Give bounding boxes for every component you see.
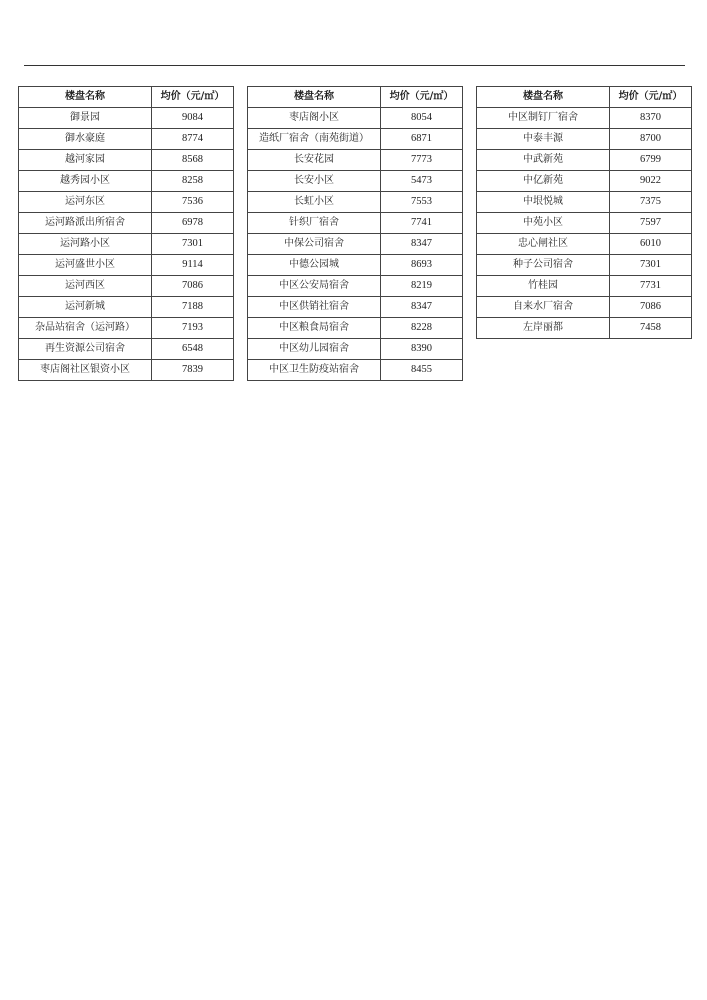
average-price-cell: 7839 [152, 360, 234, 381]
property-name-cell: 越河家园 [19, 150, 152, 171]
average-price-cell: 9022 [610, 171, 692, 192]
average-price-cell: 7086 [152, 276, 234, 297]
table-row [477, 276, 692, 297]
average-price-cell: 8693 [381, 255, 463, 276]
average-price-cell: 8347 [381, 234, 463, 255]
property-name-cell: 中区公安局宿舍 [248, 276, 381, 297]
property-name-cell: 越秀园小区 [19, 171, 152, 192]
average-price-cell: 7773 [381, 150, 463, 171]
table-row [477, 150, 692, 171]
average-price-cell: 7553 [381, 192, 463, 213]
property-name-cell: 竹桂园 [477, 276, 610, 297]
property-name-cell: 针织厂宿舍 [248, 213, 381, 234]
property-name-cell: 杂品站宿舍（运河路） [19, 318, 152, 339]
table-header-row [248, 87, 463, 108]
table-row [19, 297, 234, 318]
property-name-cell: 自来水厂宿舍 [477, 297, 610, 318]
top-divider-line [24, 65, 685, 66]
property-name-cell: 忠心闸社区 [477, 234, 610, 255]
average-price-cell: 7193 [152, 318, 234, 339]
average-price-cell: 8568 [152, 150, 234, 171]
property-name-cell: 长安小区 [248, 171, 381, 192]
price-table-1 [18, 86, 234, 381]
average-price-cell: 6871 [381, 129, 463, 150]
average-price-cell: 9114 [152, 255, 234, 276]
table-row [19, 192, 234, 213]
average-price-cell: 8219 [381, 276, 463, 297]
average-price-cell: 6978 [152, 213, 234, 234]
property-name-cell: 长虹小区 [248, 192, 381, 213]
average-price-cell: 8455 [381, 360, 463, 381]
table-row [19, 276, 234, 297]
table-row [248, 192, 463, 213]
property-name-cell: 中区粮食局宿舍 [248, 318, 381, 339]
table-row [477, 171, 692, 192]
table-row [477, 255, 692, 276]
property-name-cell: 左岸丽都 [477, 318, 610, 339]
property-name-cell: 中区卫生防疫站宿舍 [248, 360, 381, 381]
property-name-cell: 运河盛世小区 [19, 255, 152, 276]
column-header-price: 均价（元/㎡） [610, 87, 692, 108]
price-table-3 [476, 86, 692, 339]
property-name-cell: 再生资源公司宿舍 [19, 339, 152, 360]
average-price-cell: 5473 [381, 171, 463, 192]
table-row [19, 339, 234, 360]
property-name-cell: 枣店阁小区 [248, 108, 381, 129]
average-price-cell: 6010 [610, 234, 692, 255]
column-header-name: 楼盘名称 [248, 87, 381, 108]
property-name-cell: 中亿新苑 [477, 171, 610, 192]
table-row [248, 171, 463, 192]
property-name-cell: 运河西区 [19, 276, 152, 297]
property-name-cell: 枣店阁社区银资小区 [19, 360, 152, 381]
average-price-cell: 7188 [152, 297, 234, 318]
average-price-cell: 7597 [610, 213, 692, 234]
table-row [477, 213, 692, 234]
table-row [19, 108, 234, 129]
table-row [248, 129, 463, 150]
property-name-cell: 中泰丰源 [477, 129, 610, 150]
table-row [19, 234, 234, 255]
table-row [19, 255, 234, 276]
table-row [477, 297, 692, 318]
property-name-cell: 种子公司宿舍 [477, 255, 610, 276]
table-row [477, 234, 692, 255]
table-row [248, 297, 463, 318]
average-price-cell: 9084 [152, 108, 234, 129]
average-price-cell: 7301 [610, 255, 692, 276]
average-price-cell: 7301 [152, 234, 234, 255]
table-row [248, 150, 463, 171]
average-price-cell: 7741 [381, 213, 463, 234]
table-row [477, 129, 692, 150]
table-row [19, 129, 234, 150]
average-price-cell: 8390 [381, 339, 463, 360]
table-row [19, 150, 234, 171]
table-row [248, 108, 463, 129]
property-name-cell: 中区制钉厂宿舍 [477, 108, 610, 129]
average-price-cell: 8370 [610, 108, 692, 129]
average-price-cell: 8228 [381, 318, 463, 339]
column-header-price: 均价（元/㎡） [381, 87, 463, 108]
table-header-row [477, 87, 692, 108]
price-table-2 [247, 86, 463, 381]
table-row [19, 318, 234, 339]
property-name-cell: 中区幼儿园宿舍 [248, 339, 381, 360]
average-price-cell: 8774 [152, 129, 234, 150]
table-row [248, 255, 463, 276]
table-header-row [19, 87, 234, 108]
table-row [477, 318, 692, 339]
average-price-cell: 7086 [610, 297, 692, 318]
property-name-cell: 长安花园 [248, 150, 381, 171]
average-price-cell: 8347 [381, 297, 463, 318]
table-row [248, 234, 463, 255]
average-price-cell: 8258 [152, 171, 234, 192]
table-row [248, 276, 463, 297]
property-name-cell: 中苑小区 [477, 213, 610, 234]
column-header-name: 楼盘名称 [19, 87, 152, 108]
property-name-cell: 御景园 [19, 108, 152, 129]
property-name-cell: 中垠悦城 [477, 192, 610, 213]
property-name-cell: 中区供销社宿舍 [248, 297, 381, 318]
average-price-cell: 7536 [152, 192, 234, 213]
average-price-cell: 8054 [381, 108, 463, 129]
table-row [477, 192, 692, 213]
table-row [248, 213, 463, 234]
property-name-cell: 中保公司宿舍 [248, 234, 381, 255]
property-name-cell: 造纸厂宿舍（南苑街道） [248, 129, 381, 150]
table-row [19, 360, 234, 381]
table-row [19, 213, 234, 234]
table-row [477, 108, 692, 129]
table-row [19, 171, 234, 192]
property-name-cell: 运河路派出所宿舍 [19, 213, 152, 234]
average-price-cell: 8700 [610, 129, 692, 150]
table-row [248, 318, 463, 339]
average-price-cell: 6548 [152, 339, 234, 360]
property-name-cell: 运河路小区 [19, 234, 152, 255]
average-price-cell: 7731 [610, 276, 692, 297]
column-header-price: 均价（元/㎡） [152, 87, 234, 108]
average-price-cell: 7375 [610, 192, 692, 213]
property-name-cell: 中德公园城 [248, 255, 381, 276]
property-name-cell: 中武新苑 [477, 150, 610, 171]
property-name-cell: 运河新城 [19, 297, 152, 318]
average-price-cell: 6799 [610, 150, 692, 171]
property-name-cell: 御水豪庭 [19, 129, 152, 150]
column-header-name: 楼盘名称 [477, 87, 610, 108]
average-price-cell: 7458 [610, 318, 692, 339]
property-name-cell: 运河东区 [19, 192, 152, 213]
table-row [248, 360, 463, 381]
table-row [248, 339, 463, 360]
